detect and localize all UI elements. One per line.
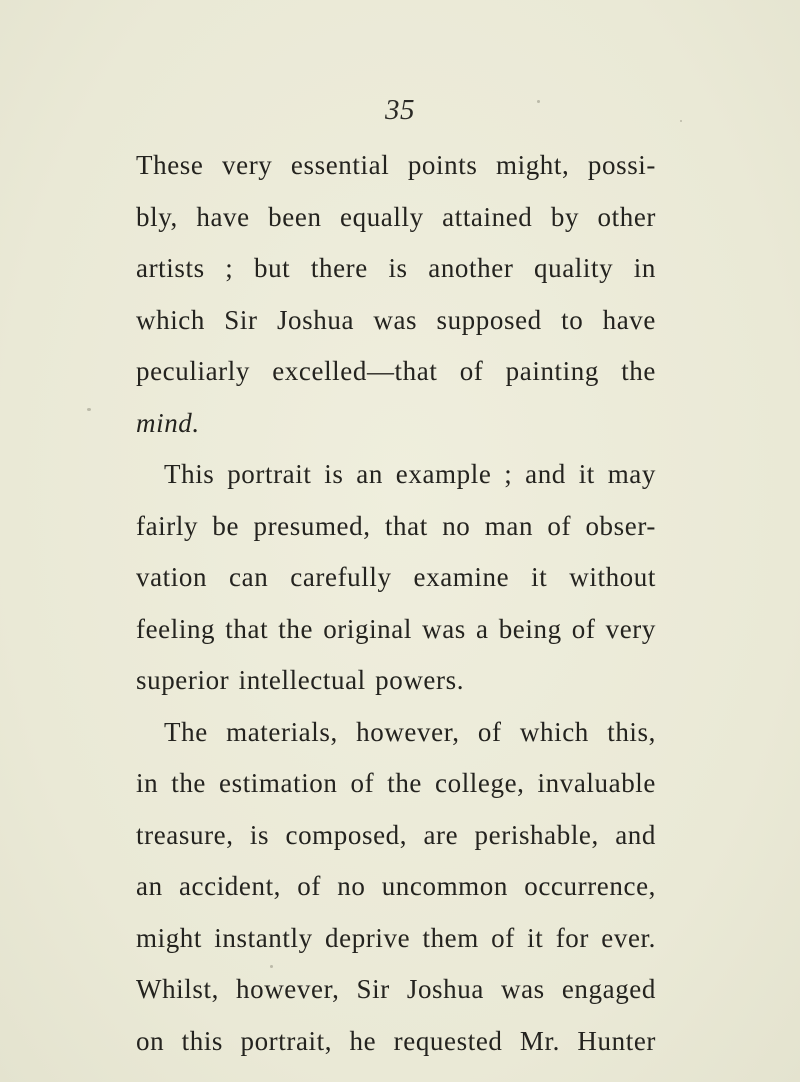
paper-speck	[87, 408, 91, 411]
text-line: vation can carefully examine it without	[136, 562, 656, 592]
text-line: artists ; but there is another quality in	[136, 253, 656, 283]
text-line: superior intellectual powers.	[136, 665, 465, 695]
text-line: mind.	[136, 407, 200, 438]
text-line: in the estimation of the college, invaluable	[136, 768, 656, 798]
body-text	[136, 140, 656, 1067]
page-number: 35	[385, 94, 415, 126]
text-line: fairly be presumed, that no man of obser-	[136, 510, 656, 541]
text-line: The materials, however, of which this,	[164, 716, 656, 747]
text-line: which Sir Joshua was supposed to have	[136, 304, 656, 335]
paper-speck	[270, 965, 273, 968]
text-line: Whilst, however, Sir Joshua was engaged	[136, 974, 656, 1004]
text-line: might instantly deprive them of it for ever.	[136, 922, 656, 953]
text-line: on this portrait, he requested Mr. Hunter	[136, 1025, 656, 1056]
text-line: feeling that the original was a being of very	[136, 613, 656, 644]
text-line: treasure, is composed, are perishable, and	[136, 819, 656, 850]
paper-speck	[537, 100, 540, 103]
text-line: an accident, of no uncommon occurrence,	[136, 871, 656, 901]
text-line: These very essential points might, possi-	[136, 150, 656, 180]
text-line: peculiarly excelled—that of painting the	[136, 356, 656, 386]
text-line: bly, have been equally attained by other	[136, 201, 656, 232]
paper-speck	[680, 120, 682, 122]
text-line: This portrait is an example ; and it may	[164, 459, 656, 489]
